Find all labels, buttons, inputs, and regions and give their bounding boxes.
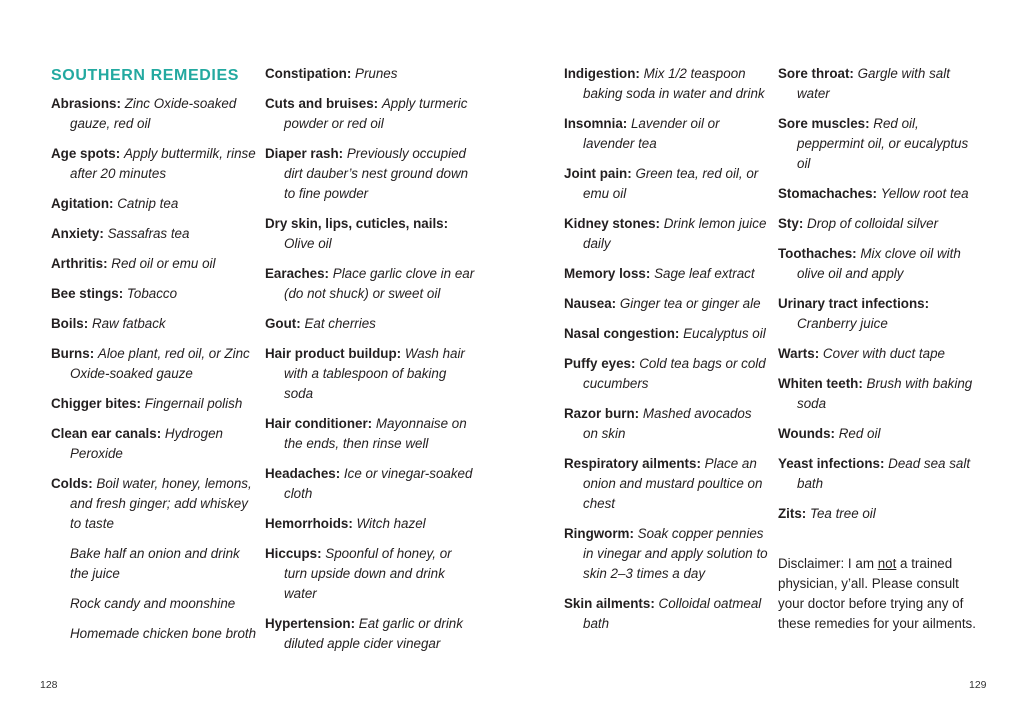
remedy-term: Diaper rash: <box>265 146 344 161</box>
remedy-definition: Ginger tea or ginger ale <box>619 296 761 311</box>
remedy-entry <box>51 474 257 534</box>
remedy-term: Agitation: <box>51 196 114 211</box>
section-heading: SOUTHERN REMEDIES <box>51 67 239 84</box>
remedy-term: Colds: <box>51 476 93 491</box>
remedy-definition: Drop of colloidal silver <box>807 216 939 231</box>
remedy-entry <box>778 424 984 444</box>
remedy-entry <box>265 94 475 134</box>
remedy-term: Hemorrhoids: <box>265 516 353 531</box>
remedy-term: Anxiety: <box>51 226 104 241</box>
remedy-entry <box>265 344 475 404</box>
remedy-entry <box>778 454 984 494</box>
remedy-term: Hair conditioner: <box>265 416 373 431</box>
remedy-term: Sore throat: <box>778 66 854 81</box>
disclaimer-emphasis: not <box>877 556 897 571</box>
remedy-entry <box>265 64 475 84</box>
colds-extra-remedies <box>51 544 257 644</box>
remedy-definition: Cranberry juice <box>797 316 888 331</box>
column-3-entries <box>564 64 770 634</box>
remedy-definition: Drink lemon juice daily <box>583 216 767 251</box>
remedy-definition: Olive oil <box>284 236 332 251</box>
column-3 <box>564 64 770 644</box>
remedy-alternative: Rock candy and moonshine <box>70 596 236 611</box>
remedy-term: Arthritis: <box>51 256 108 271</box>
remedy-definition: Eat garlic or drink diluted apple cider vinegar <box>284 616 463 651</box>
remedy-entry <box>564 524 770 584</box>
remedy-definition: Eat cherries <box>304 316 376 331</box>
remedy-definition: Apply buttermilk, rinse after 20 minutes <box>70 146 256 181</box>
remedy-term: Joint pain: <box>564 166 632 181</box>
remedy-definition: Red oil or emu oil <box>111 256 216 271</box>
remedy-entry <box>564 214 770 254</box>
remedy-term: Warts: <box>778 346 820 361</box>
remedy-entry <box>564 324 770 344</box>
remedy-definition: Eucalyptus oil <box>683 326 766 341</box>
remedy-definition: Dead sea salt bath <box>797 456 971 491</box>
remedy-entry <box>265 214 475 254</box>
remedy-term: Razor burn: <box>564 406 640 421</box>
remedy-term: Gout: <box>265 316 301 331</box>
remedy-entry <box>265 614 475 654</box>
remedy-definition: Spoonful of honey, or turn upside down and drink water <box>284 546 452 601</box>
remedy-definition: Sassafras tea <box>107 226 190 241</box>
remedy-entry <box>265 464 475 504</box>
remedy-definition: Place garlic clove in ear (do not shuck) or sweet oil <box>284 266 475 301</box>
remedy-entry <box>778 504 984 524</box>
page-number-left: 128 <box>40 679 58 691</box>
remedy-definition: Soak copper pennies in vinegar and apply solution to skin 2–3 times a day <box>583 526 768 581</box>
remedy-entry <box>564 594 770 634</box>
remedy-definition: Colloidal oatmeal bath <box>583 596 762 631</box>
remedy-term: Abrasions: <box>51 96 121 111</box>
remedy-definition: Cold tea bags or cold cucumbers <box>583 356 766 391</box>
remedy-term: Age spots: <box>51 146 121 161</box>
remedy-term: Skin ailments: <box>564 596 655 611</box>
remedy-entry <box>51 424 257 464</box>
remedy-term: Clean ear canals: <box>51 426 162 441</box>
remedy-term: Hypertension: <box>265 616 356 631</box>
remedy-term: Memory loss: <box>564 266 651 281</box>
remedy-entry <box>564 114 770 154</box>
remedy-entry <box>564 454 770 514</box>
remedy-entry <box>265 544 475 604</box>
remedy-entry <box>265 314 475 334</box>
remedy-definition: Hydrogen Peroxide <box>70 426 223 461</box>
column-4-entries <box>778 64 984 524</box>
remedy-definition: Tobacco <box>126 286 178 301</box>
remedy-entry <box>564 164 770 204</box>
disclaimer-start: Disclaimer: I am <box>778 556 878 571</box>
remedy-term: Urinary tract infections: <box>778 296 930 311</box>
remedy-definition: Previously occupied dirt dauber’s nest ground down to fine powder <box>284 146 469 201</box>
disclaimer-end: a trained physician, y’all. Please consult your doctor before trying any of these remedies for your ailments. <box>778 556 976 631</box>
remedy-definition: Gargle with salt water <box>797 66 950 101</box>
remedy-definition: Boil water, honey, lemons, and fresh ginger; add whiskey to taste <box>70 476 252 531</box>
remedy-term: Hiccups: <box>265 546 322 561</box>
remedy-term: Boils: <box>51 316 89 331</box>
remedy-entry <box>778 184 984 204</box>
remedy-definition: Aloe plant, red oil, or Zinc Oxide-soaked gauze <box>70 346 250 381</box>
remedy-entry <box>265 144 475 204</box>
remedy-definition: Red oil <box>838 426 881 441</box>
remedy-term: Respiratory ailments: <box>564 456 701 471</box>
column-1 <box>51 64 257 654</box>
remedy-term: Bee stings: <box>51 286 124 301</box>
remedy-entry <box>265 414 475 454</box>
remedy-term: Constipation: <box>265 66 352 81</box>
remedy-term: Earaches: <box>265 266 330 281</box>
remedy-definition: Tea tree oil <box>810 506 876 521</box>
remedy-term: Hair product buildup: <box>265 346 402 361</box>
remedy-entry <box>51 194 257 214</box>
remedy-definition: Apply turmeric powder or red oil <box>284 96 468 131</box>
page-number-right: 129 <box>969 679 987 691</box>
remedy-definition: Red oil, peppermint oil, or eucalyptus oil <box>797 116 969 171</box>
remedy-term: Sore muscles: <box>778 116 870 131</box>
column-2-entries <box>265 64 475 654</box>
remedy-entry <box>51 94 257 134</box>
remedy-term: Toothaches: <box>778 246 857 261</box>
remedy-entry <box>564 294 770 314</box>
remedy-term: Chigger bites: <box>51 396 142 411</box>
remedy-definition: Mayonnaise on the ends, then rinse well <box>284 416 467 451</box>
remedy-term: Nausea: <box>564 296 617 311</box>
remedy-definition: Green tea, red oil, or emu oil <box>583 166 759 201</box>
remedy-term: Nasal congestion: <box>564 326 680 341</box>
column-2 <box>265 64 475 664</box>
remedy-term: Burns: <box>51 346 95 361</box>
remedy-definition: Cover with duct tape <box>822 346 945 361</box>
remedy-entry <box>51 144 257 184</box>
remedy-definition: Mashed avocados on skin <box>583 406 752 441</box>
remedy-term: Ringworm: <box>564 526 634 541</box>
remedy-term: Dry skin, lips, cuticles, nails: <box>265 216 449 231</box>
remedy-entry <box>778 374 984 414</box>
remedy-entry <box>51 284 257 304</box>
remedy-definition: Mix 1/2 teaspoon baking soda in water and drink <box>583 66 765 101</box>
remedy-entry <box>564 404 770 444</box>
remedy-alternative: Bake half an onion and drink the juice <box>70 546 240 581</box>
disclaimer <box>778 554 984 634</box>
remedy-entry <box>51 314 257 334</box>
remedy-entry <box>51 344 257 384</box>
remedy-term: Stomachaches: <box>778 186 877 201</box>
remedy-definition: Catnip tea <box>117 196 179 211</box>
remedy-entry <box>564 264 770 284</box>
remedy-definition: Prunes <box>355 66 398 81</box>
remedy-term: Zits: <box>778 506 807 521</box>
remedy-definition: Witch hazel <box>356 516 426 531</box>
remedy-entry <box>51 254 257 274</box>
remedy-entry <box>51 394 257 414</box>
remedy-entry <box>778 214 984 234</box>
remedy-term: Yeast infections: <box>778 456 885 471</box>
remedy-entry <box>564 64 770 104</box>
remedy-term: Headaches: <box>265 466 341 481</box>
remedy-term: Sty: <box>778 216 804 231</box>
remedy-definition: Raw fatback <box>91 316 166 331</box>
remedy-entry <box>564 354 770 394</box>
column-4 <box>778 64 984 634</box>
remedy-entry <box>51 224 257 244</box>
remedy-definition: Lavender oil or lavender tea <box>583 116 720 151</box>
remedy-definition: Place an onion and mustard poultice on chest <box>583 456 763 511</box>
remedy-definition: Wash hair with a tablespoon of baking soda <box>284 346 465 401</box>
remedy-entry <box>265 264 475 304</box>
remedy-definition: Mix clove oil with olive oil and apply <box>797 246 961 281</box>
remedy-definition: Ice or vinegar-soaked cloth <box>284 466 473 501</box>
remedy-definition: Fingernail polish <box>144 396 243 411</box>
remedy-term: Indigestion: <box>564 66 640 81</box>
remedy-entry <box>778 244 984 284</box>
column-1-entries <box>51 94 257 534</box>
remedy-entry <box>778 294 984 334</box>
remedy-entry <box>778 64 984 104</box>
remedy-term: Kidney stones: <box>564 216 660 231</box>
remedy-alternative: Homemade chicken bone broth <box>70 626 257 641</box>
remedy-entry <box>778 114 984 174</box>
remedy-term: Cuts and bruises: <box>265 96 379 111</box>
remedy-definition: Zinc Oxide-soaked gauze, red oil <box>70 96 237 131</box>
remedy-term: Insomnia: <box>564 116 628 131</box>
remedy-definition: Sage leaf extract <box>654 266 755 281</box>
remedy-entry <box>265 514 475 534</box>
remedy-entry <box>778 344 984 364</box>
remedy-term: Whiten teeth: <box>778 376 863 391</box>
remedy-term: Wounds: <box>778 426 836 441</box>
remedy-definition: Brush with baking soda <box>797 376 973 411</box>
remedy-term: Puffy eyes: <box>564 356 636 371</box>
remedy-definition: Yellow root tea <box>880 186 969 201</box>
